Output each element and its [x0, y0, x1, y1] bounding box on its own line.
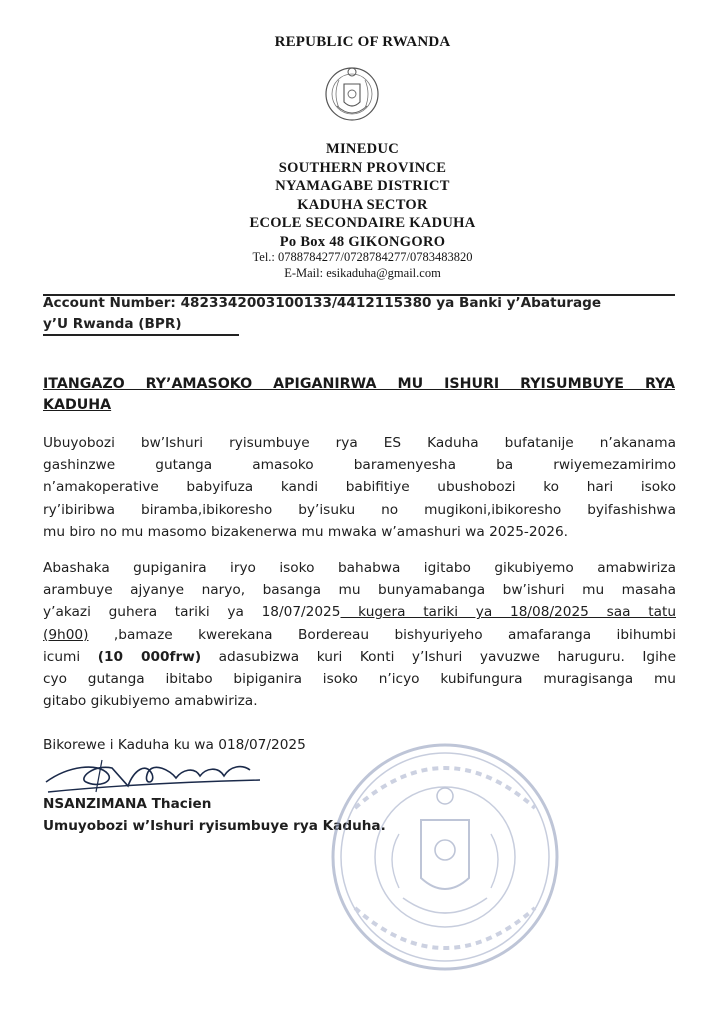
paragraph-line	[43, 601, 676, 623]
handwritten-signature	[38, 752, 268, 800]
header-line-school: ECOLE SECONDAIRE KADUHA	[249, 215, 476, 231]
account-line-2: y’U Rwanda (BPR)	[43, 316, 182, 332]
signer-name: NSANZIMANA Thacien	[43, 796, 212, 812]
account-number	[43, 293, 673, 335]
email-line: E-Mail: esikaduha@gmail.com	[284, 266, 441, 280]
signed-place-date: Bikorewe i Kaduha ku wa 018/07/2025	[43, 737, 306, 753]
paragraph-line: cyo gutanga ibitabo bipiganira isoko n’icyo kubifungura muragisanga mu	[43, 671, 676, 688]
paragraph-announcement	[43, 432, 676, 543]
account-bottom-rule	[43, 334, 239, 336]
account-line-1: Account Number: 4823342003100133/4412115380 ya Banki y’Abaturage	[43, 295, 602, 311]
paragraph-line: Abashaka gupiganira iryo isoko bahabwa igitabo gikubiyemo amabwiriza	[43, 560, 676, 576]
paragraph-line: gitabo gikubiyemo amabwiriza.	[43, 693, 258, 710]
rwanda-coat-of-arms-icon	[323, 58, 381, 130]
title-line-1: ITANGAZO RY’AMASOKO APIGANIRWA MU ISHURI RYISUMBUYE RYA	[43, 376, 675, 392]
header-line-district: NYAMAGABE DISTRICT	[275, 178, 450, 194]
paragraph-line: gashinzwe gutanga amasoko baramenyesha ba rwiyemezamirimo	[43, 457, 676, 474]
header-line-pobox: Po Box 48 GIKONGORO	[279, 233, 446, 250]
contact-info	[0, 249, 725, 281]
header-line-province: SOUTHERN PROVINCE	[278, 159, 447, 176]
text-segment: adasubizwa kuri Konti y’Ishuri yavuzwe haruguru. Igihe	[201, 648, 676, 665]
header-line-sector: KADUHA SECTOR	[297, 196, 428, 213]
fee-amount: (10 000frw)	[97, 648, 202, 665]
deadline-time: (9h00)	[43, 626, 89, 643]
paragraph-line: arambuye ajyanye naryo, basanga mu bunyamabanga bw’ishuri mu masaha	[43, 582, 676, 599]
header-line-ministry: MINEDUC	[326, 141, 399, 157]
paragraph-line: mu biro no mu masomo bizakenerwa mu mwaka w’amashuri wa 2025-2026.	[43, 523, 569, 540]
paragraph-line: ry’ibiribwa biramba,ibikoresho by’isuku no mugikoni,ibikoresho byifashishwa	[43, 501, 676, 518]
title-line-2: KADUHA	[43, 397, 112, 413]
text-segment: icumi	[43, 648, 98, 665]
text-segment: y’akazi guhera tariki ya 18/07/2025	[43, 604, 341, 621]
paragraph-line	[43, 646, 676, 668]
republic-heading: REPUBLIC OF RWANDA	[274, 34, 451, 50]
notice-title	[43, 374, 675, 416]
official-school-stamp	[325, 738, 565, 976]
text-segment: ,bamaze kwerekana Bordereau bishyuriyeho amafaranga ibihumbi	[88, 626, 676, 643]
telephone-line: Tel.: 0788784277/0728784277/0783483820	[252, 250, 473, 264]
paragraph-line: n’amakoperative babyifuza kandi babifitiye ubushobozi ko hari isoko	[43, 479, 676, 496]
institution-header	[0, 140, 725, 251]
deadline-text: kugera tariki ya 18/08/2025 saa tatu	[340, 604, 676, 621]
paragraph-line	[43, 624, 676, 646]
paragraph-line: Ubuyobozi bw’Ishuri ryisumbuye rya ES Kaduha bufatanije n’akanama	[43, 435, 676, 451]
signer-role: Umuyobozi w’Ishuri ryisumbuye rya Kaduha.	[43, 818, 386, 834]
paragraph-instructions	[43, 557, 676, 712]
